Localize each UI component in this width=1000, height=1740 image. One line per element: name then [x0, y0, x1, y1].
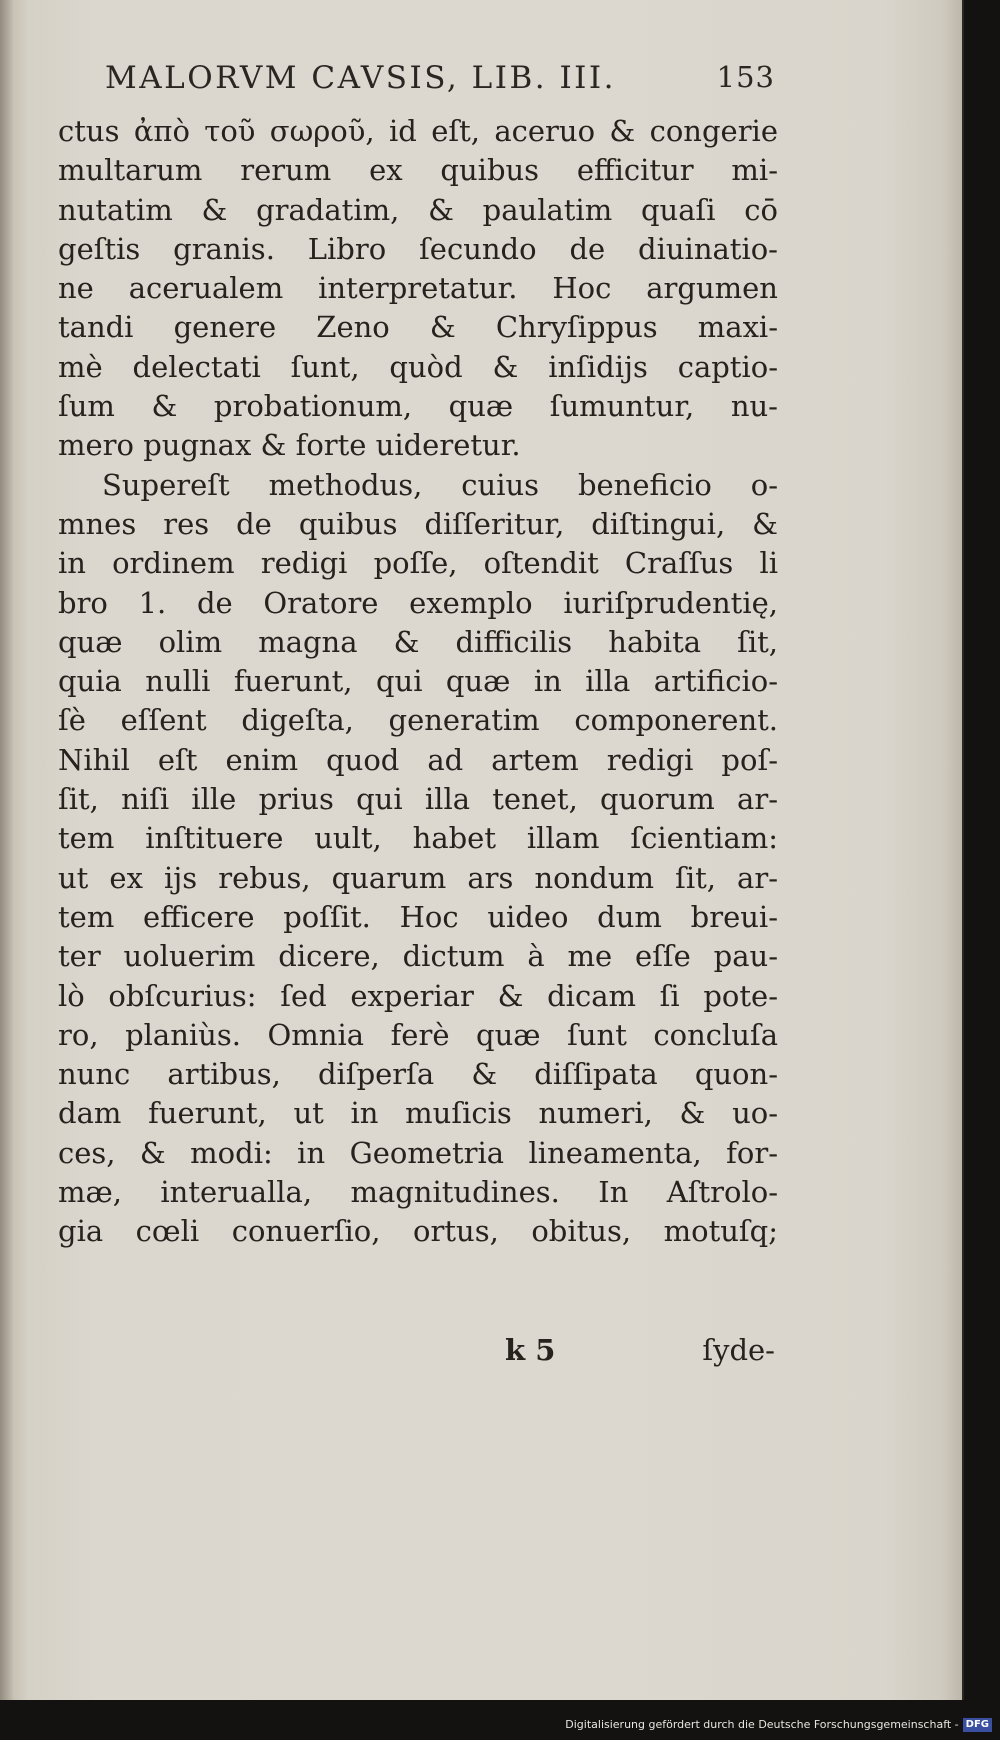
text-line: mero pugnax & forte uideretur.: [58, 428, 521, 463]
running-head: [105, 60, 775, 104]
text-line: ter uoluerim dicere, dictum à me eſſe pau-: [58, 939, 778, 974]
catchword: ſyde-: [702, 1333, 775, 1367]
running-title: MALORVM CAVSIS, LIB. III.: [105, 60, 617, 96]
text-line: dam fuerunt, ut in muſicis numeri, & uo-: [58, 1096, 778, 1131]
text-line: nunc artibus, diſperſa & diſſipata quon-: [58, 1057, 778, 1092]
text-line: nutatim & gradatim, & paulatim quaſi cō: [58, 192, 778, 227]
text-line: gia cœli conuerſio, ortus, obitus, motuſq;: [58, 1214, 778, 1249]
text-line: multarum rerum ex quibus efficitur mi-: [58, 153, 778, 188]
body-text: [58, 112, 778, 1252]
page-gutter-shadow: [0, 0, 14, 1700]
text-line: tandi genere Zeno & Chryſippus maxi-: [58, 310, 778, 345]
text-line: ces, & modi: in Geometria lineamenta, for-: [58, 1135, 778, 1170]
digitization-credit: [565, 1718, 992, 1736]
text-line: Nihil eſt enim quod ad artem redigi poſ-: [58, 742, 778, 777]
text-line: ne acerualem interpretatur. Hoc argumen: [58, 271, 778, 306]
text-line: mnes res de quibus diſſeritur, diſtingui, &: [58, 506, 778, 541]
dfg-logo: DFG: [963, 1718, 992, 1732]
text-line: geſtis granis. Libro ſecundo de diuinatio-: [58, 231, 778, 266]
signature-mark: k 5: [505, 1333, 556, 1367]
text-line: ro, planiùs. Omnia ferè quæ ſunt concluſa: [58, 1017, 778, 1052]
text-line: Supereſt methodus, cuius beneficio o-: [102, 467, 778, 502]
text-line: ut ex ijs rebus, quarum ars nondum ſit, ar-: [58, 860, 778, 895]
credit-text: Digitalisierung gefördert durch die Deutsche Forschungsgemeinschaft -: [565, 1718, 959, 1731]
text-line: tem inſtituere uult, habet illam ſcientiam:: [58, 821, 778, 856]
text-line: in ordinem redigi poſſe, oſtendit Craſſus li: [58, 546, 778, 581]
text-line: mè delectati ſunt, quòd & inſidijs captio-: [58, 349, 778, 384]
text-line: quæ olim magna & difficilis habita ſit,: [58, 624, 778, 659]
text-line: ctus ἀπὸ τοῦ σωροῦ, id eſt, aceruo & congerie: [58, 114, 778, 148]
text-line: quia nulli fuerunt, qui quæ in illa artificio-: [58, 664, 778, 699]
text-line: bro 1. de Oratore exemplo iuriſprudentię,: [58, 585, 778, 620]
text-line: mæ, interualla, magnitudines. In Aſtrolo-: [58, 1175, 778, 1210]
text-line: lò obſcurius: ſed experiar & dicam ſi pote-: [58, 978, 778, 1013]
text-line: ſit, niſi ille prius qui illa tenet, quorum ar-: [58, 782, 778, 817]
text-line: ſum & probationum, quæ ſumuntur, nu-: [58, 389, 778, 424]
text-line: tem efficere poſſit. Hoc uideo dum breui-: [58, 899, 778, 934]
catch-line: [505, 1333, 775, 1377]
text-line: ſè eſſent digeſta, generatim componerent.: [58, 703, 778, 738]
page-number: 153: [716, 60, 775, 94]
